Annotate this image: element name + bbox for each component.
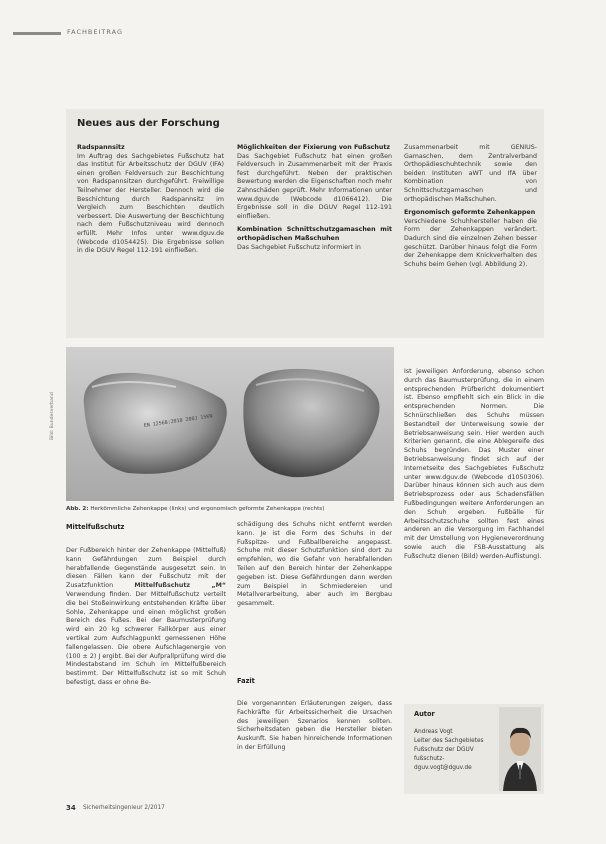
- fazit-paragraph: Die vorgenannten Erläuterungen zeigen, dass Fachkräfte für Arbeitssicherheit die Ursachen des jeweiligen Szenarios kennen sollten. Sicherheitsdaten geben die Hersteller bieten Auskunft. Sie haben hinreichende Informationen in der Erfüllung: [237, 700, 392, 751]
- research-col-3: [404, 144, 537, 274]
- magazine-title: Sicherheitsingenieur 2/2017: [83, 805, 165, 811]
- caption-text: Herkömmliche Zehenkappe (links) und ergonomisch geformte Zehenkappe (rechts): [90, 506, 325, 512]
- fazit-text: [237, 700, 392, 758]
- author-role: Leiter des Sachgebietes: [414, 738, 484, 744]
- author-email: dguv.vogt@dguv.de: [414, 765, 472, 771]
- research-col-1: [77, 144, 224, 261]
- research-col-2: [237, 144, 392, 257]
- author-portrait: [499, 707, 541, 791]
- right-column-paragraph: Ist jeweiligen Anforderung, ebenso schon durch das Baumusterprüfung, die in einem entsprechenden Prüfbericht dokumentiert ist. Ebenso empfiehlt sich ein Blick in die entsprechenden Normen. Die Schnürschließen des Schuhs müssen Bestandteil der Unterweisung sowie der Betriebsanweisung sein. Hier werden auch Kriterien genannt, die eine Ablegereife des Schuhs begründen. Das Muster einer Betriebsanweisung findet sich auf der Internetseite des Sachgebietes Fußschutz unter www.dguv.de (Webcode d1050306). Darüber hinaus können sich auch aus dem Betriebsprozess oder aus Schadensfällen Fußbedingungen weitere Anforderungen an den Schuh ergeben. Fußbälle für Arbeitsschutzschuhe sollten fest eines anderen an die Versorgung im Fachhandel mit der Umstellung von Hygieneverordnung sowie auch die FSB-Ausstattung als Fußschutz dienen (Bild) werden-Auflistung).: [404, 368, 544, 560]
- kombination-heading: Kombination Schnittschutzgamaschen mit orthopädischen Maßschuhen: [237, 226, 392, 242]
- caption-label: Abb. 2:: [66, 506, 89, 512]
- figure-caption: [66, 506, 394, 512]
- radspannsitz-heading: Radspannsitz: [77, 144, 125, 151]
- author-title: Autor: [414, 710, 435, 718]
- author-org: Fußschutz der DGUV: [414, 747, 474, 753]
- author-details: [414, 728, 494, 773]
- section-label: FACHBEITRAG: [67, 28, 123, 36]
- middle-column-text: [237, 521, 392, 614]
- author-org-2: fußschutz-: [414, 756, 445, 762]
- kombination-text: Das Sachgebiet Fußschutz informiert in: [237, 243, 361, 251]
- research-box-title: Neues aus der Forschung: [77, 118, 220, 129]
- mittelfuss-bold: Mittelfußschutz „M“: [134, 582, 226, 590]
- header-bar: [13, 32, 61, 35]
- page-number: 34: [66, 804, 76, 812]
- mittelfuss-text-2: Verwendung finden. Der Mittelfußschutz verteilt die bei Stoßeinwirkung entstehenden Kräfte über Sohle, Zehenkappe und einen möglichst großen Bereich des Fußes. Bei der Baumusterprüfung wird ein 20 kg schwerer Fallkörper aus einer vertikal zum Aufschlagpunkt gemessenen Höhe fallengelassen. Die obere Aufschlagenergie von (100 ± 2) J ergibt. Bei der Aufprallprüfung wird die Mindestabstand im Schuh im Mittelfußbereich bestimmt. Der Mittelfußschutz ist so mit Schuh befestigt, dass er ohne Be-: [66, 590, 226, 686]
- author-name: Andreas Vogt: [414, 729, 453, 735]
- right-column-text: [404, 368, 544, 567]
- mittelfuss-text: [66, 547, 226, 693]
- fazit-title: Fazit: [237, 677, 255, 685]
- fixierung-text: Das Sachgebiet Fußschutz hat einen großen Feldversuch in Zusammenarbeit mit der Praxis fest durchgeführt. Neben der praktischen Bewertung werden die Eigenschaften noch mehr Zahnschäden geprüft. Mehr Informationen unter www.dguv.de (Webcode d1066412). Die Ergebnisse soll in die DGUV Regel 112-191 einfließen.: [237, 152, 392, 220]
- zehenkappen-heading: Ergonomisch geformte Zehenkappen: [404, 209, 536, 217]
- genius-text: Zusammenarbeit mit GENIUS-Gamaschen, dem Zentralverband Orthopädieschuhtechnik sowie den beiden Instituten aWT und IfA über Kombination von Schnittschutzgamaschen und orthopädischen Maßschuhen.: [404, 144, 537, 203]
- toe-cap-stamp: EN 12568:2010 200J 15KN: [143, 413, 213, 429]
- radspannsitz-text: Im Auftrag des Sachgebietes Fußschutz hat das Institut für Arbeitsschutz der DGUV (IFA) einen großen Feldversuch zur Beschichtung von Radspannsitzen durchgeführt. Freiwillige Teilnehmer der Hersteller. Dennoch wird die Beschichtung durch Radspannsitz im Vergleich zum Beschichten deutlich verbessert. Die Auswertung der Beschichtung nach dem Fußschutzniveau wird dennoch erfüllt. Mehr Infos unter www.dguv.de (Webcode d1054425). Die Ergebnisse sollen in die DGUV Regel 112-191 einfließen.: [77, 152, 224, 255]
- fixierung-heading: Möglichkeiten der Fixierung von Fußschutz: [237, 144, 391, 151]
- toe-caps-photo: [66, 347, 394, 501]
- middle-column-paragraph: schädigung des Schuhs nicht entfernt werden kann. Je ist die Form des Schuhs in der Fußspitze- und Fußballbereiche angepasst. Schuhe mit dieser Schutzfunktion sind dort zu empfehlen, wo die Gefahr von herabfallenden Teilen auf den Bereich hinter der Zehenkappe gegeben ist. Diese Gefährdungen dann werden zum Beispiel in Schmiedereien und Metallverarbeitung, aber auch im Bergbau gesammelt.: [237, 521, 392, 608]
- photo-credit: Bild: Bundesverband: [50, 392, 55, 440]
- mittelfuss-title: Mittelfußschutz: [66, 523, 125, 531]
- zehenkappen-text: Verschiedene Schuhhersteller haben die Form der Zehenkappen verändert. Dadurch sind die einzelnen Zehen besser geschützt. Darüber hinaus folgt die Form der Zehenkappe dem Knickverhalten des Schuhs beim Gehen (vgl. Abbildung 2).: [404, 217, 537, 268]
- mittelfuss-text-1: Der Fußbereich hinter der Zehenkappe (Mittelfuß) kann Gefährdungen zum Beispiel durch herabfallende Gegenstände ausgesetzt sein. In diesen Fällen kann der Fußschutz mit der Zusatzfunktion: [66, 547, 226, 590]
